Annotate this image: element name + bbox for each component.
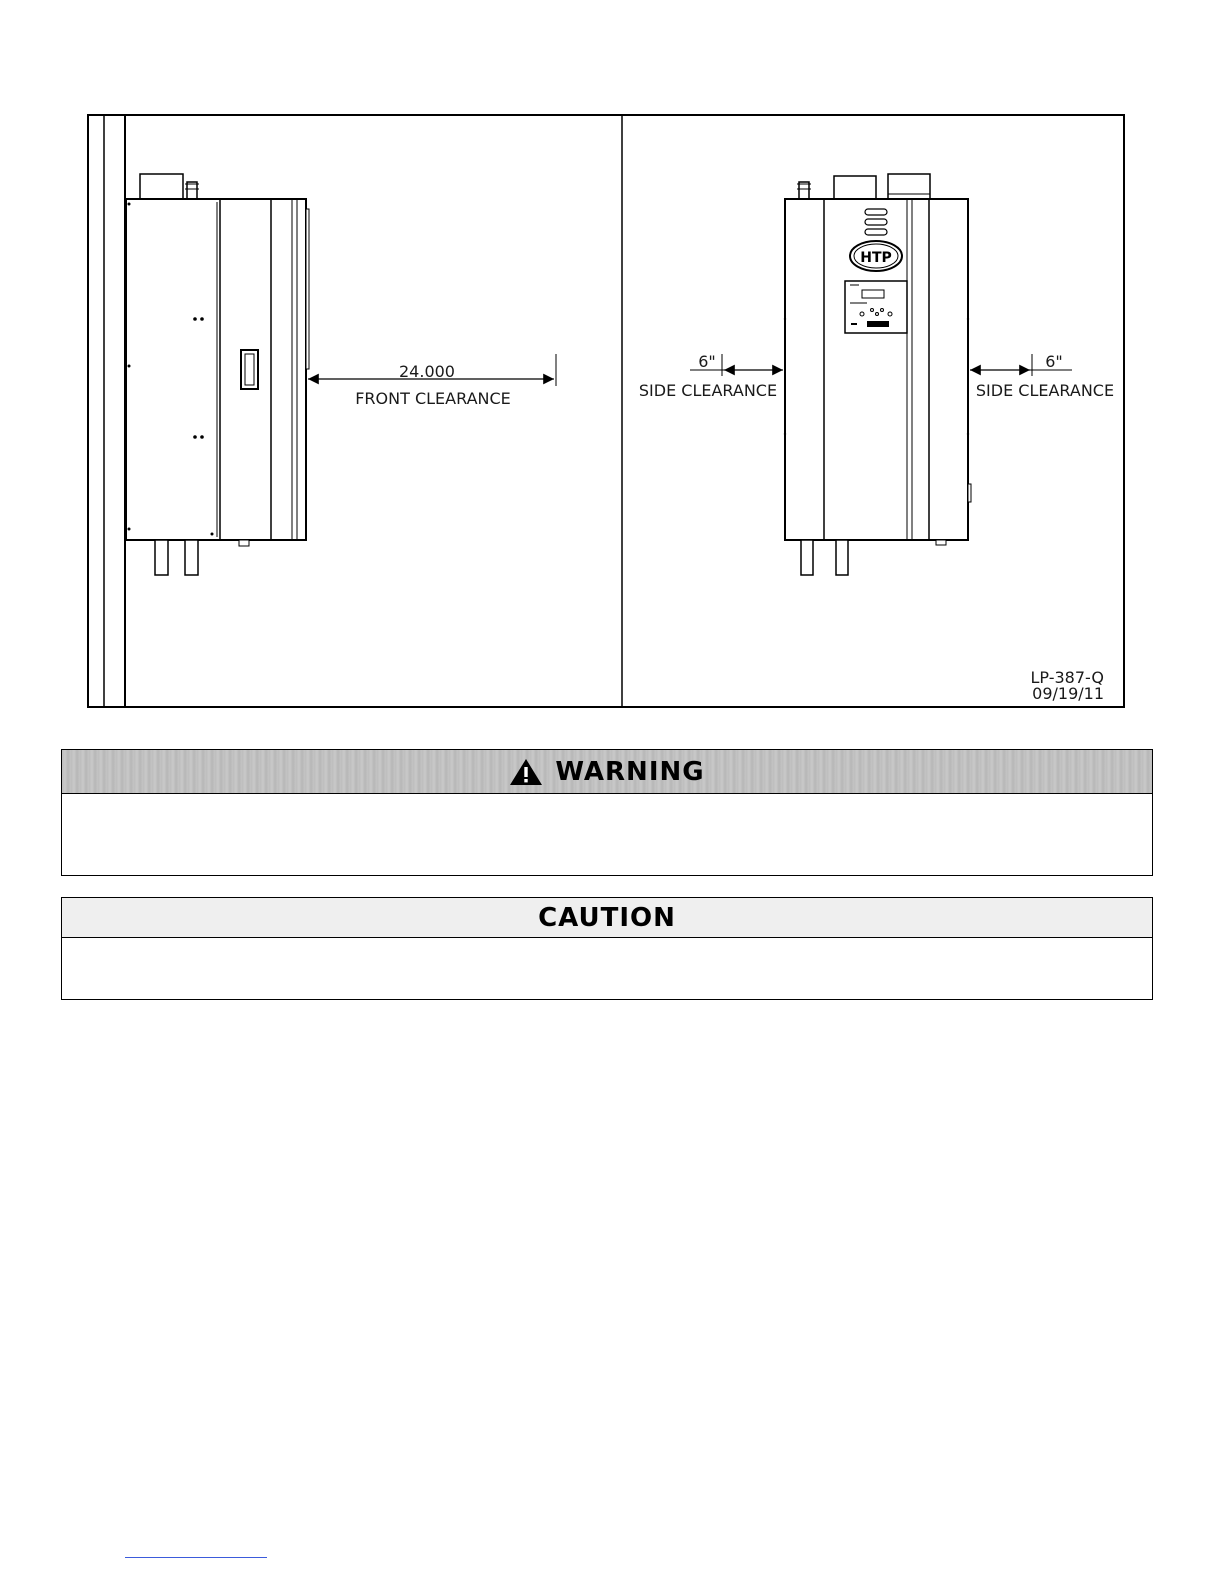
side-clearance-view [690,174,1072,575]
left-side-dimension-value: 6" [698,352,716,371]
warning-triangle-icon [509,758,543,786]
caution-header [62,898,1152,938]
footer-link-underline[interactable] [125,1557,267,1558]
clearance-diagram [87,114,1126,709]
caution-title: CAUTION [538,902,676,933]
left-side-dimension-label: SIDE CLEARANCE [638,381,778,400]
front-clearance-view [104,115,556,707]
warning-title: WARNING [555,756,705,787]
warning-header [62,750,1152,794]
front-dimension-label: FRONT CLEARANCE [355,389,511,408]
caution-body [62,938,1152,995]
htp-logo-text: HTP [860,250,892,266]
right-side-dimension-value: 6" [1045,352,1063,371]
caution-box [61,897,1153,1000]
warning-body [62,794,1152,875]
drawing-code: LP-387-Q [1030,668,1104,687]
drawing-date: 09/19/11 [1032,684,1104,703]
warning-box [61,749,1153,876]
right-side-dimension-label: SIDE CLEARANCE [975,381,1115,400]
front-dimension-value: 24.000 [399,362,455,381]
